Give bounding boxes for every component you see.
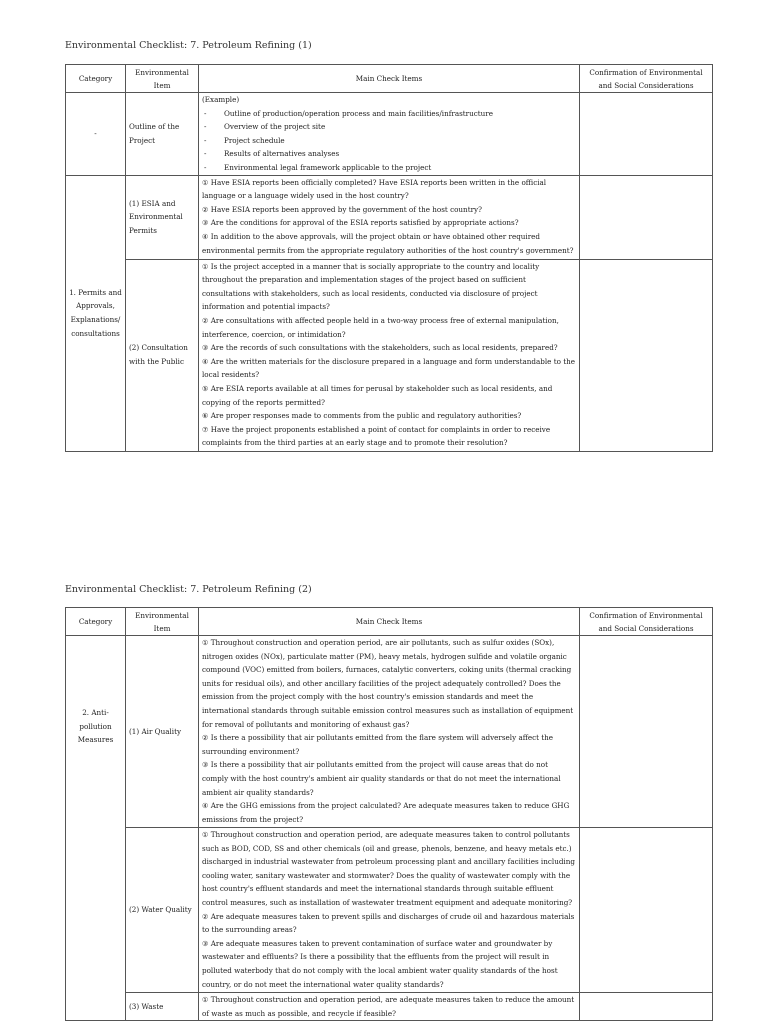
check-item: ④ Are the GHG emissions from the project calculated? Are adequate measures taken to reduce GHG emissions from the project? — [202, 801, 570, 824]
confirmation-cell[interactable] — [580, 828, 713, 993]
checklist-table-2 — [65, 607, 713, 1021]
main-check-items-cell — [199, 828, 580, 993]
confirmation-cell[interactable] — [580, 993, 713, 1021]
check-item: ② Are adequate measures taken to prevent spills and discharges of crude oil and hazardous materials to the surrounding areas? — [202, 911, 575, 935]
header-main-check-items: Main Check Items — [199, 65, 580, 93]
confirmation-cell[interactable] — [580, 259, 713, 451]
check-item: ⑦ Have the project proponents established a point of contact for complaints in order to receive complaints from the third parties at an early stage and to promote their resolution? — [202, 424, 551, 448]
category-cell: - — [66, 93, 126, 176]
confirmation-cell[interactable] — [580, 93, 713, 176]
header-category: Category — [66, 608, 126, 636]
check-item: ④ Are the written materials for the disclosure prepared in a language and form understandable to the local residents? — [202, 356, 575, 380]
example-label: (Example) — [202, 95, 240, 104]
section-1-heading: Environmental Checklist: 7. Petroleum Refining (1) — [65, 40, 312, 51]
list-item: - Outline of production/operation process and main facilities/infrastructure — [202, 107, 576, 121]
item-waste: (3) Waste — [126, 993, 199, 1021]
check-item: ⑥ Are proper responses made to comments from the public and regulatory authorities? — [202, 411, 522, 421]
main-check-items-cell — [199, 259, 580, 451]
list-item: - Environmental legal framework applicable to the project — [202, 161, 576, 175]
list-item: - Project schedule — [202, 134, 576, 148]
confirmation-cell[interactable] — [580, 175, 713, 259]
table-row-waste — [66, 993, 713, 1021]
header-confirmation: Confirmation of Environmental and Social Considerations — [580, 65, 713, 93]
header-environmental-item: Environmental Item — [126, 65, 199, 93]
table-row-water-quality — [66, 828, 713, 993]
main-check-items-cell — [199, 175, 580, 259]
check-item: ① Throughout construction and operation period, are adequate measures taken to reduce the amount of waste as much as possible, and recycle if feasible? — [202, 995, 575, 1018]
check-item: ② Is there a possibility that air pollutants emitted from the flare system will adversely affect the surrounding environment? — [202, 733, 554, 756]
header-main-check-items: Main Check Items — [199, 608, 580, 636]
list-item: - Results of alternatives analyses — [202, 147, 576, 161]
header-category: Category — [66, 65, 126, 93]
item-esia-permits: (1) ESIA and Environmental Permits — [126, 175, 199, 259]
table-row-consultation — [66, 259, 713, 451]
check-item: ③ Are the records of such consultations with the stakeholders, such as local residents, prepared? — [202, 343, 558, 353]
header-environmental-item: Environmental Item — [126, 608, 199, 636]
check-item: ② Have ESIA reports been approved by the government of the host country? — [202, 204, 482, 214]
check-item: ③ Is there a possibility that air pollutants emitted from the project will cause areas that do not comply with the host country's ambient air quality standards or that do not meet the international ambient air quality standards? — [202, 760, 561, 797]
header-row — [66, 65, 713, 93]
item-consultation-public: (2) Consultation with the Public — [126, 259, 199, 451]
item-water-quality: (2) Water Quality — [126, 828, 199, 993]
item-air-quality: (1) Air Quality — [126, 636, 199, 828]
section-2-heading: Environmental Checklist: 7. Petroleum Refining (2) — [65, 584, 312, 595]
check-item: ③ Are adequate measures taken to prevent contamination of surface water and groundwater by wastewater and effluents? Is there a possibility that the effluents from the project will result in polluted waterbody that do not comply with the local ambient water quality standards of the host country, or do not meet the international water quality standards? — [202, 938, 558, 989]
category-anti-pollution: 2. Anti-pollution Measures — [66, 636, 126, 1021]
check-item: ① Is the project accepted in a manner that is socially appropriate to the country and locality throughout the preparation and implementation stages of the project based on sufficient consultations with stakeholders, such as local residents, conducted via disclosure of project information and potential impacts? — [202, 261, 540, 312]
header-confirmation: Confirmation of Environmental and Social Considerations — [580, 608, 713, 636]
check-item: ① Have ESIA reports been officially completed? Have ESIA reports been written in the official language or a language widely used in the host country? — [202, 177, 547, 201]
check-item: ② Are consultations with affected people held in a two-way process free of external manipulation, interference, coercion, or intimidation? — [202, 315, 559, 339]
main-check-items-cell — [199, 636, 580, 828]
check-item: ⑤ Are ESIA reports available at all times for perusal by stakeholder such as local residents, and copying of the reports permitted? — [202, 383, 553, 407]
checklist-table-1 — [65, 64, 713, 452]
check-item: ① Throughout construction and operation period, are air pollutants, such as sulfur oxides (SOx), nitrogen oxides (NOx), particulate matter (PM), heavy metals, hydrogen sulfide and volatile organic compound (VOC) emitted from boilers, furnaces, catalytic converters, coking units (thermal cracking units for residual oils), and other ancillary facilities of the project adequately controlled? Does the emission from the project comply with the host country's emission standards and meet the international standards through suitable emission control measures such as installation of equipment for removal of pollutants and monitoring of exhaust gas? — [202, 638, 574, 729]
main-check-items-cell — [199, 993, 580, 1021]
header-row — [66, 608, 713, 636]
check-item: ④ In addition to the above approvals, will the project obtain or have obtained other required environmental permits from the appropriate regulatory authorities of the host country's government? — [202, 231, 574, 255]
check-item: ① Throughout construction and operation period, are adequate measures taken to control pollutants such as BOD, COD, SS and other chemicals (oil and grease, phenols, benzene, and heavy metals etc.) discharged in industrial wastewater from petroleum processing plant and ancillary facilities including cooling water, sanitary wastewater and stormwater? Does the quality of wastewater comply with the host country's effluent standards and meet the international standards through suitable effluent control measures, such as installation of wastewater treatment equipment and adequate monitoring? — [202, 830, 575, 907]
item-outline-of-project: Outline of the Project — [126, 93, 199, 176]
list-item: - Overview of the project site — [202, 120, 576, 134]
table-row-outline — [66, 93, 713, 176]
main-check-items-cell — [199, 93, 580, 176]
table-row-air-quality — [66, 636, 713, 828]
check-item: ③ Are the conditions for approval of the ESIA reports satisfied by appropriate actions? — [202, 218, 519, 228]
category-permits-approvals: 1. Permits and Approvals, Explanations/ consultations — [66, 175, 126, 451]
confirmation-cell[interactable] — [580, 636, 713, 828]
table-row-esia — [66, 175, 713, 259]
